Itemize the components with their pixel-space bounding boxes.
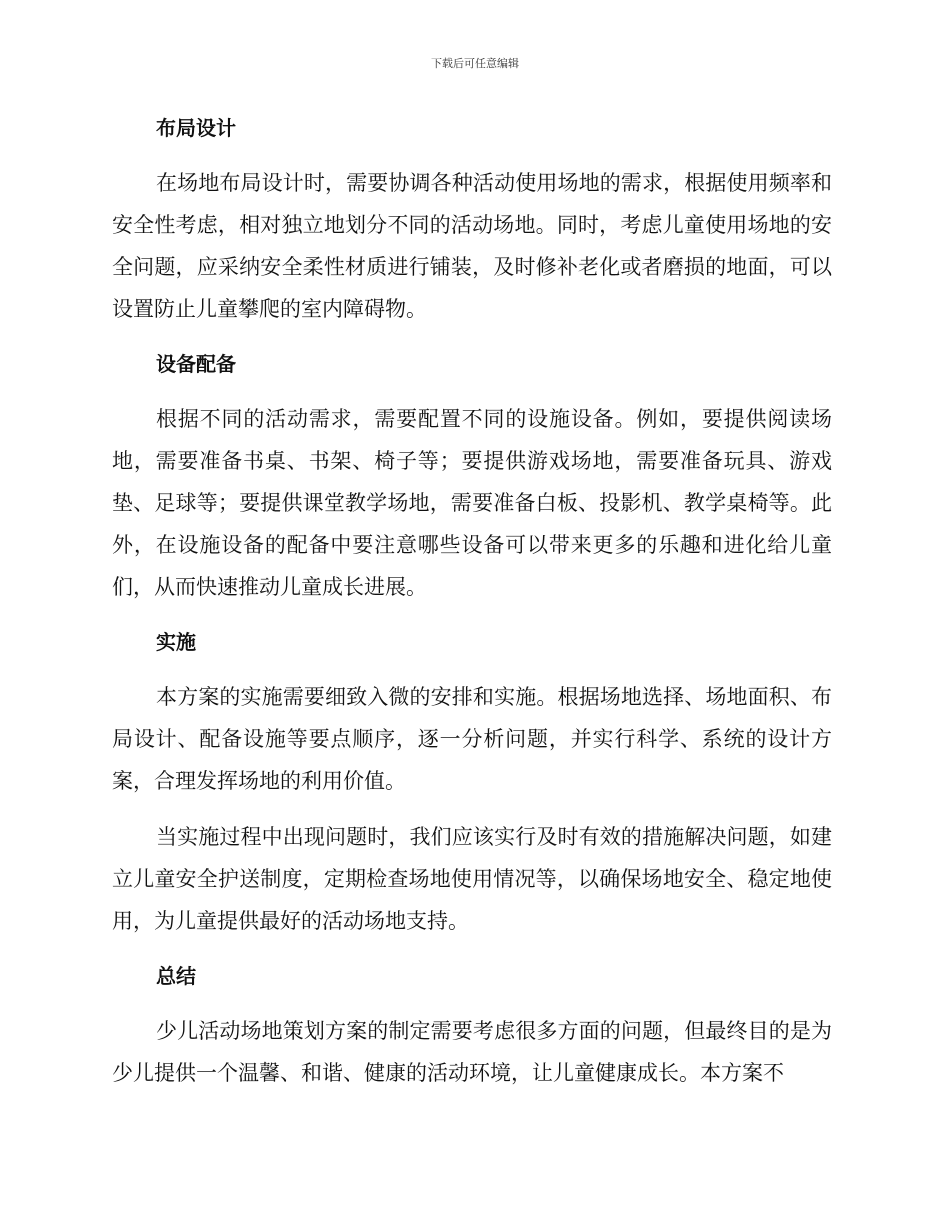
paragraph-implementation-2: 当实施过程中出现问题时，我们应该实行及时有效的措施解决问题，如建立儿童安全护送制度，定期检查场地使用情况等，以确保场地安全、稳定地使用，为儿童提供最好的活动场地支持。 bbox=[112, 825, 832, 933]
header-note: 下载后可任意编辑 bbox=[431, 57, 519, 70]
document-body bbox=[112, 108, 832, 1094]
section-heading-layout: 布局设计 bbox=[156, 116, 236, 140]
section-heading-implementation: 实施 bbox=[156, 630, 196, 654]
paragraph-implementation-1: 本方案的实施需要细致入微的安排和实施。根据场地选择、场地面积、布局设计、配备设施等要点顺序，逐一分析问题，并实行科学、系统的设计方案，合理发挥场地的利用价值。 bbox=[112, 685, 832, 793]
paragraph-summary: 少儿活动场地策划方案的制定需要考虑很多方面的问题，但最终目的是为少儿提供一个温馨、和谐、健康的活动环境，让儿童健康成长。本方案不 bbox=[112, 1019, 832, 1085]
section-heading-summary: 总结 bbox=[156, 964, 196, 988]
paragraph-layout: 在场地布局设计时，需要协调各种活动使用场地的需求，根据使用频率和安全性考虑，相对独立地划分不同的活动场地。同时，考虑儿童使用场地的安全问题，应采纳安全柔性材质进行铺装，及时修补老化或者磨损的地面，可以设置防止儿童攀爬的室内障碍物。 bbox=[112, 171, 832, 321]
paragraph-equipment: 根据不同的活动需求，需要配置不同的设施设备。例如，要提供阅读场地，需要准备书桌、书架、椅子等；要提供游戏场地，需要准备玩具、游戏垫、足球等；要提供课堂教学场地，需要准备白板、投影机、教学桌椅等。此外，在设施设备的配备中要注意哪些设备可以带来更多的乐趣和进化给儿童们，从而快速推动儿童成长进展。 bbox=[112, 407, 832, 599]
section-heading-equipment: 设备配备 bbox=[156, 352, 236, 376]
